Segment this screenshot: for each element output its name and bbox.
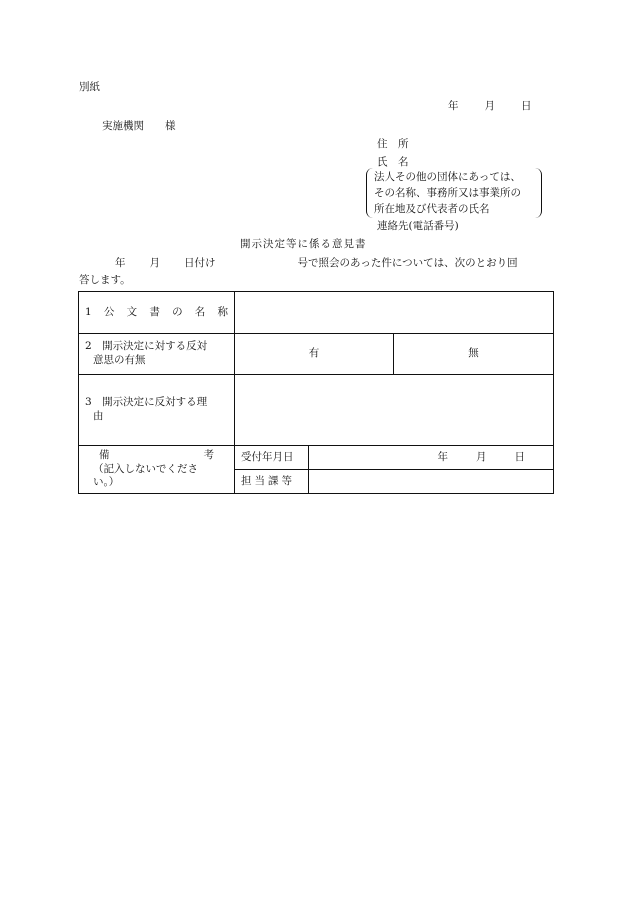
intro-date-suffix: 日付け bbox=[184, 257, 216, 269]
recipient-honorific: 様 bbox=[165, 120, 176, 132]
intro-month: 月 bbox=[149, 257, 160, 269]
received-date-month: 月 bbox=[476, 450, 487, 463]
received-date-day: 日 bbox=[514, 450, 526, 463]
sender-name-label: 氏 名 bbox=[377, 156, 409, 168]
staff-section-field[interactable] bbox=[309, 470, 554, 494]
received-date-label: 受付年月日 bbox=[235, 446, 309, 470]
opinion-form-table bbox=[78, 291, 554, 494]
table-row bbox=[79, 375, 554, 446]
sender-note-line-3: 所在地及び代表者の氏名 bbox=[374, 203, 490, 215]
sender-contact-label: 連絡先(電話番号) bbox=[377, 220, 459, 232]
staff-section-label: 担当課等 bbox=[235, 470, 309, 494]
objection-reason-label: 3 開示決定に反対する理 由 bbox=[79, 375, 235, 446]
header-date-year: 年 bbox=[448, 100, 459, 112]
header-date-month: 月 bbox=[484, 100, 495, 112]
recipient-name: 実施機関 bbox=[102, 120, 144, 132]
table-row bbox=[79, 334, 554, 375]
objection-intent-label: 2 開示決定に対する反対 意思の有無 bbox=[79, 334, 235, 375]
received-date-year: 年 bbox=[437, 450, 449, 463]
objection-no-option[interactable]: 無 bbox=[394, 334, 554, 375]
document-title: 開示決定等に係る意見書 bbox=[240, 238, 367, 250]
table-row bbox=[79, 446, 554, 470]
sender-address-label: 住 所 bbox=[377, 138, 409, 150]
received-date-field[interactable] bbox=[309, 446, 554, 470]
sender-note-line-1: 法人その他の団体にあっては、 bbox=[374, 171, 521, 183]
document-name-field[interactable] bbox=[235, 292, 554, 334]
objection-yes-option[interactable]: 有 bbox=[235, 334, 394, 375]
intro-rest: 号で照会のあった件については、次のとおり回 bbox=[297, 257, 518, 269]
header-date-day: 日 bbox=[521, 100, 532, 112]
recipient-line bbox=[102, 120, 176, 133]
sender-note-line-2: その名称、事務所又は事業所の bbox=[374, 187, 521, 199]
document-name-label: 1 公 文 書 の 名 称 bbox=[79, 292, 235, 334]
table-row bbox=[79, 292, 554, 334]
intro-line-1 bbox=[115, 257, 518, 270]
intro-year: 年 bbox=[115, 257, 126, 269]
remarks-label: 備 考 （記入しないでくださ い。） bbox=[79, 446, 235, 494]
intro-line-2: 答します。 bbox=[79, 274, 131, 286]
attachment-label: 別紙 bbox=[79, 81, 100, 93]
header-date bbox=[448, 100, 532, 113]
objection-reason-field[interactable] bbox=[235, 375, 554, 446]
